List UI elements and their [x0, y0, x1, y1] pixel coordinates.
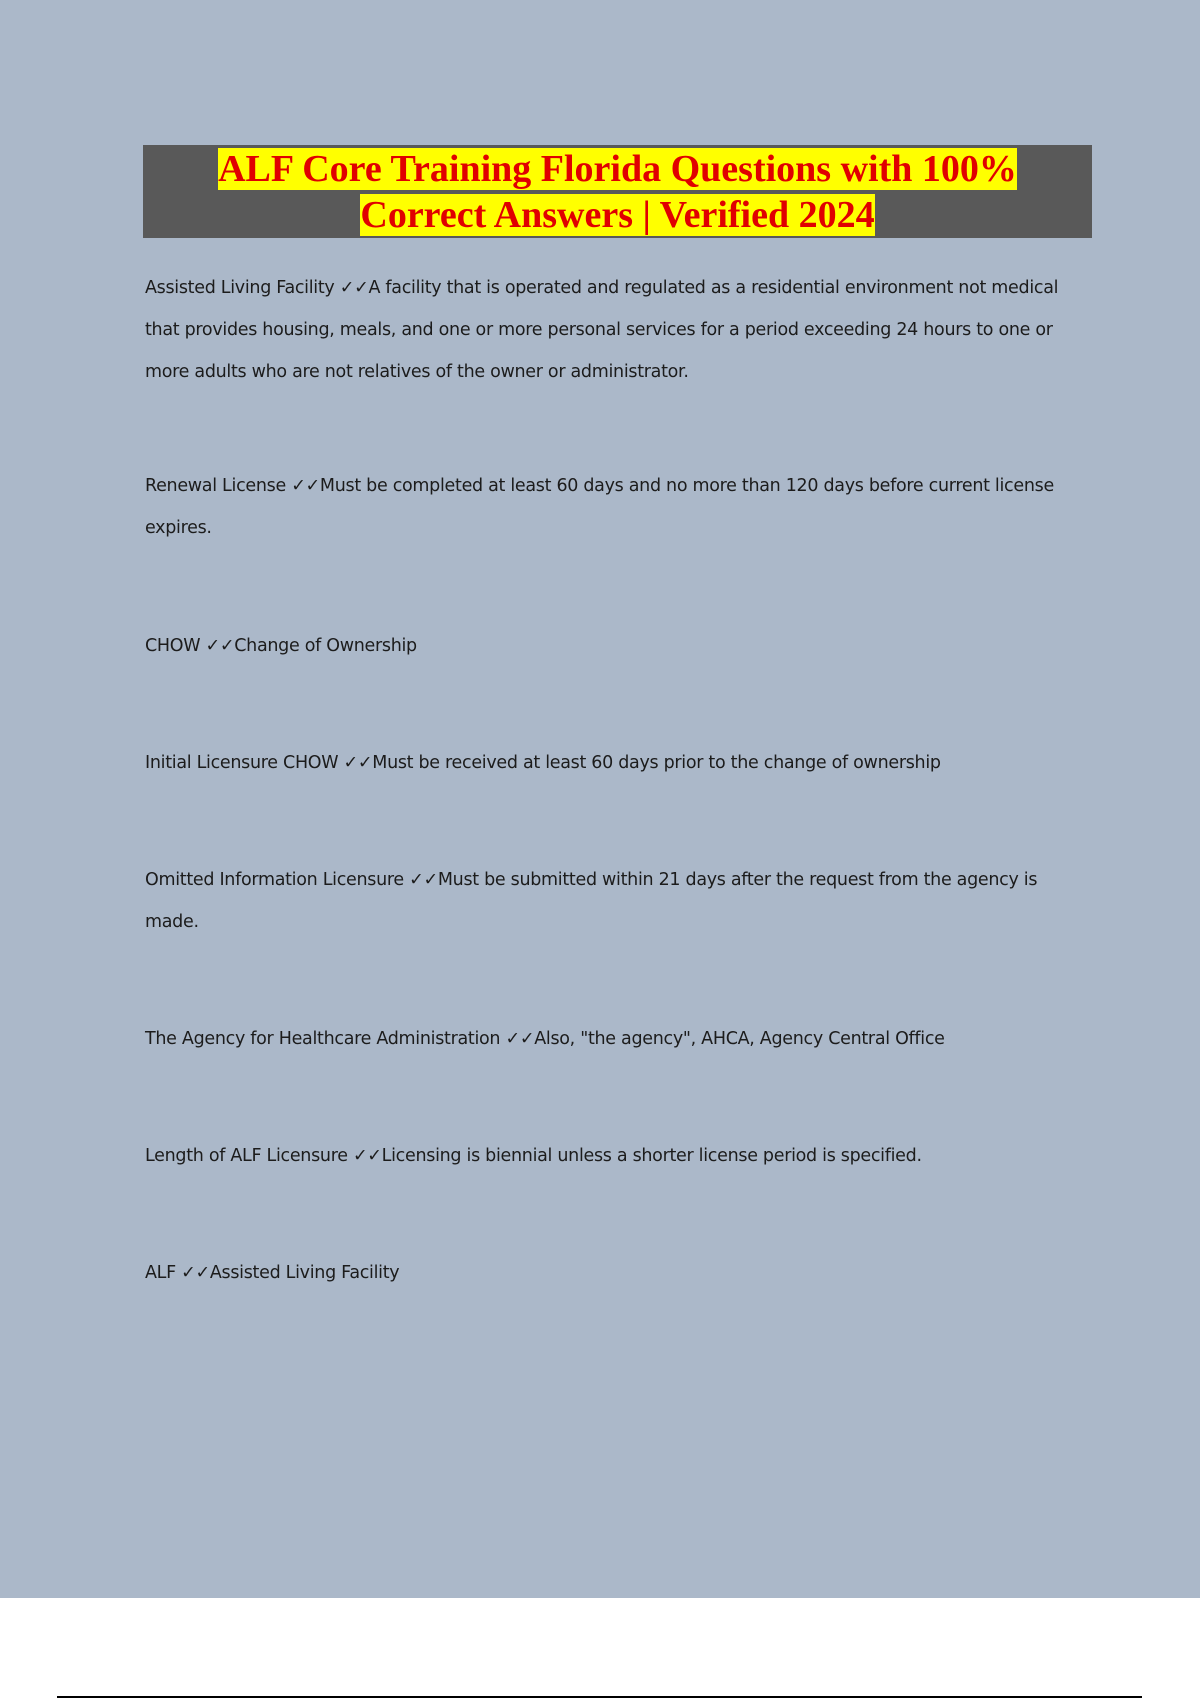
qa-entry: Assisted Living Facility ✓✓A facility that is operated and regulated as a residential environment not medical that provides housing, meals, and one or more personal services for a period exceeding 24 hours to one or more adults who are not relatives of the owner or administrator. [145, 278, 1059, 382]
title-line-2: Correct Answers | Verified 2024 [360, 194, 875, 236]
footer-rule [57, 1696, 1142, 1698]
title-banner [143, 145, 1092, 238]
document-title [143, 146, 1092, 238]
title-line-1: ALF Core Training Florida Questions with 100% [218, 148, 1017, 190]
qa-entry: ALF ✓✓Assisted Living Facility [145, 1263, 400, 1283]
qa-entry: Omitted Information Licensure ✓✓Must be submitted within 21 days after the request from the agency is made. [145, 870, 1038, 932]
qa-entry: The Agency for Healthcare Administration ✓✓Also, "the agency", AHCA, Agency Central Office [145, 1029, 945, 1049]
qa-entry: CHOW ✓✓Change of Ownership [145, 636, 417, 656]
qa-entry: Renewal License ✓✓Must be completed at least 60 days and no more than 120 days before current license expires. [145, 476, 1054, 538]
qa-entry: Initial Licensure CHOW ✓✓Must be received at least 60 days prior to the change of ownership [145, 753, 941, 773]
qa-entry: Length of ALF Licensure ✓✓Licensing is biennial unless a shorter license period is specified. [145, 1146, 922, 1166]
